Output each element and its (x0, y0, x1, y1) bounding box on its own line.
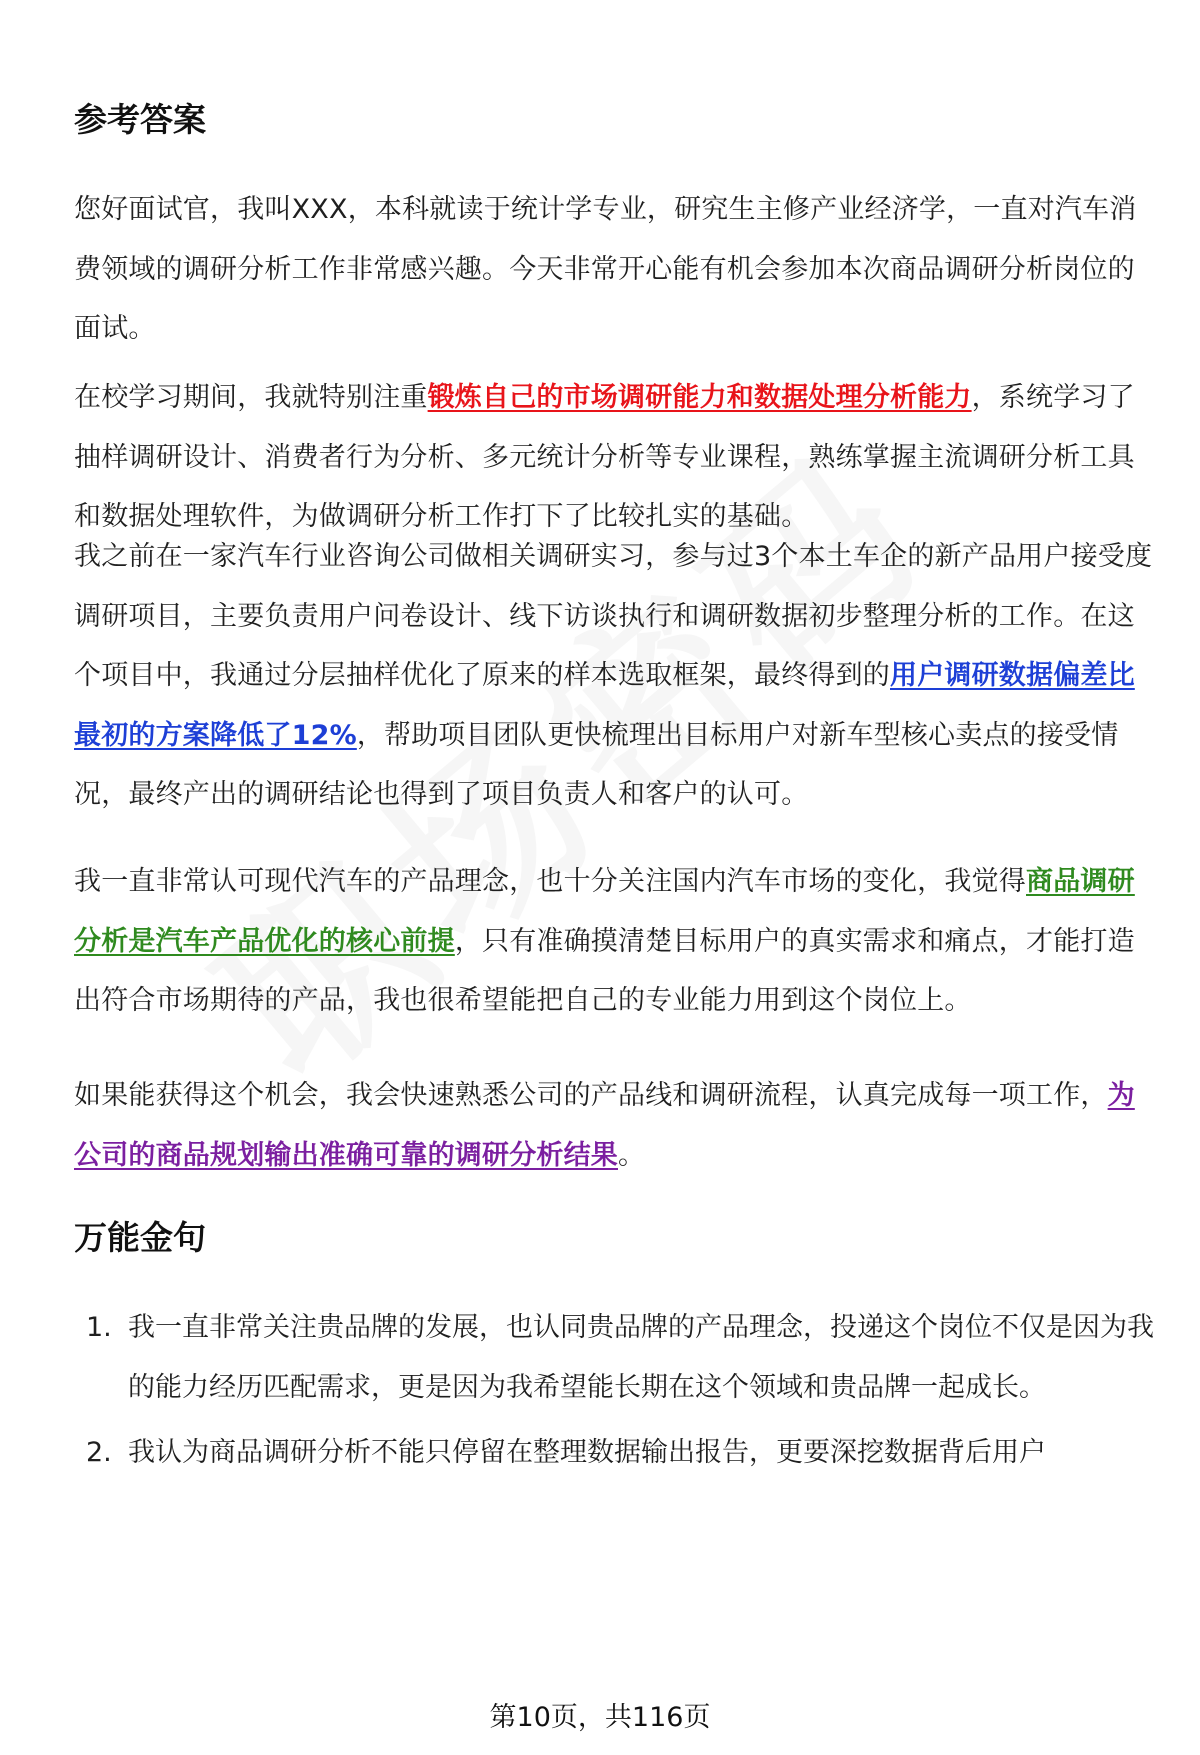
list-item-number: 2. (86, 1437, 112, 1468)
list-item (74, 1298, 1154, 1417)
paragraph-text: ，只有准确摸清楚目标用户的真实需求和痛点，才能打造出符合市场期待的产品，我也很希望能把自己的专业能力用到这个岗位上。 (74, 925, 1135, 1016)
paragraph (74, 180, 1154, 359)
paragraph-text: 您好面试官，我叫XXX，本科就读于统计学专业，研究生主修产业经济学，一直对汽车消费领域的调研分析工作非常感兴趣。今天非常开心能有机会参加本次商品调研分析岗位的面试。 (74, 194, 1137, 344)
paragraph-text: 我一直非常认可现代汽车的产品理念，也十分关注国内汽车市场的变化，我觉得 (74, 866, 1026, 897)
paragraph-text: 在校学习期间，我就特别注重 (74, 382, 428, 413)
paragraph-text: 我之前在一家汽车行业咨询公司做相关调研实习，参与过3个本土车企的新产品用户接受度调研项目，主要负责用户问卷设计、线下访谈执行和调研数据初步整理分析的工作。在这个项目中，我通过分层抽样优化了原来的样本选取框架，最终得到的 (74, 541, 1153, 691)
list-item-text: 我认为商品调研分析不能只停留在整理数据输出报告，更要深挖数据背后用户 (128, 1437, 1046, 1468)
paragraph-text: 。 (618, 1139, 646, 1171)
paragraph (74, 368, 1154, 547)
paragraph-text: ，帮助项目团队更快梳理出目标用户对新车型核心卖点的接受情况，最终产出的调研结论也得到了项目负责人和客户的认可。 (74, 719, 1119, 810)
list-item (74, 1423, 1154, 1483)
paragraph-text: 如果能获得这个机会，我会快速熟悉公司的产品线和调研流程，认真完成每一项工作， (74, 1080, 1108, 1111)
paragraph (74, 1066, 1154, 1185)
paragraph (74, 852, 1154, 1031)
highlighted-text: 锻炼自己的市场调研能力和数据处理分析能力 (427, 382, 972, 413)
highlighted-text: 用户调研数据偏差比最初的方案降低了12% (74, 660, 1135, 751)
paragraph (74, 527, 1154, 825)
highlighted-text: 商品调研分析是汽车产品优化的核心前提 (74, 866, 1135, 957)
list-item-text: 我一直非常关注贵品牌的发展，也认同贵品牌的产品理念，投递这个岗位不仅是因为我的能力经历匹配需求，更是因为我希望能长期在这个领域和贵品牌一起成长。 (128, 1312, 1154, 1403)
paragraph-text: ，系统学习了抽样调研设计、消费者行为分析、多元统计分析等专业课程，熟练掌握主流调研分析工具和数据处理软件，为做调研分析工作打下了比较扎实的基础。 (74, 382, 1135, 532)
page-number: 第10页，共116页 (489, 1702, 711, 1733)
golden-sentence-list (74, 1298, 1154, 1489)
list-item-number: 1. (86, 1312, 112, 1343)
section-title-golden-sentences: 万能金句 (74, 1218, 206, 1257)
section-title-reference-answer: 参考答案 (74, 100, 206, 139)
highlighted-text: 为公司的商品规划输出准确可靠的调研分析结果 (74, 1080, 1135, 1171)
